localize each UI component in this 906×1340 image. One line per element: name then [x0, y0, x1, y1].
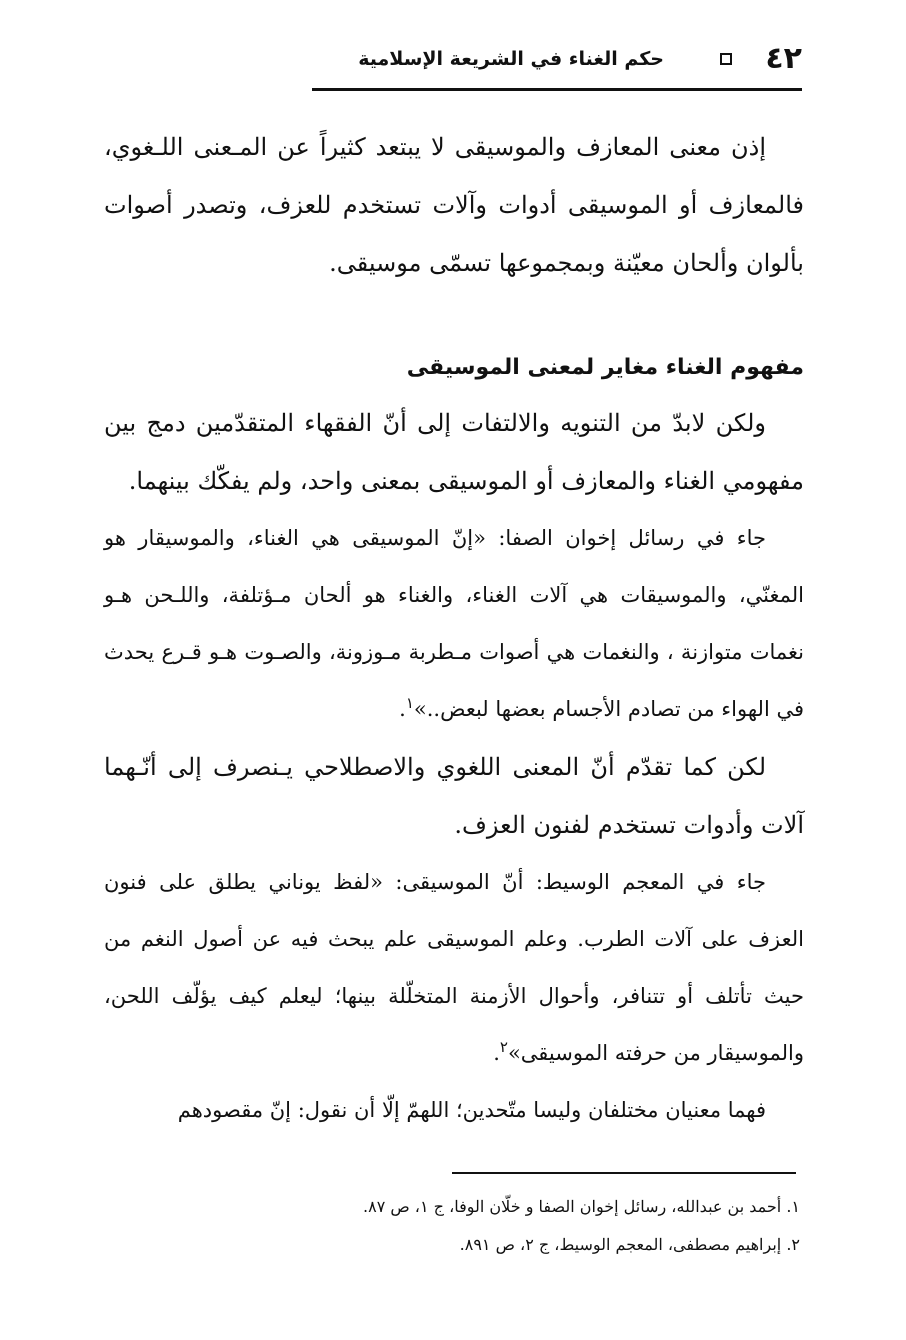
section-spacer — [104, 292, 804, 348]
paragraph-text: جاء في رسائل إخوان الصفا: «إنّ الموسيقى هي الغناء، والموسيقار هو المغنّي، والموسيقات هي آلات الغناء، والغناء هو ألحان مـؤتلفة، واللـحن هـو نغمات متوازنة ، والنغمات هي أصوات مـطربة مـوزونة، والصـوت هـو قـرع يحدث في الهواء من تصادم الأجسام بعضها لبعض..» — [104, 526, 804, 721]
quote-paragraph: جاء في رسائل إخوان الصفا: «إنّ الموسيقى هي الغناء، والموسيقار هو المغنّي، والموسيقات هي آلات الغناء، والغناء هو ألحان مـؤتلفة، واللـحن هـو نغمات متوازنة ، والنغمات هي أصوات مـطربة مـوزونة، والصـوت هـو قـرع يحدث في الهواء من تصادم الأجسام بعضها لبعض..»$^١$. — [104, 526, 804, 721]
paragraph: فهما معنيان مختلفان وليسا متّحدين؛ اللهمّ إلّا أن نقول: إنّ مقصودهم — [177, 1098, 766, 1122]
footnote: ٢. إبراهيم مصطفى، المعجم الوسيط، ج ٢، ص ٨٩١. — [459, 1235, 800, 1254]
quote-paragraph: جاء في المعجم الوسيط: أنّ الموسيقى: «لفظ يوناني يطلق على فنون العزف على آلات الطرب. وعلم الموسيقى علم يبحث فيه عن أصول النغم من حيث تأتلف أو تتنافر، وأحوال الأزمنة المتخلّلة بينها؛ ليعلم كيف يؤلّف اللحن، والموسيقار من حرفته الموسيقى»$^٢$. — [104, 870, 804, 1065]
paragraph-text: جاء في المعجم الوسيط: أنّ الموسيقى: «لفظ يوناني يطلق على فنون العزف على آلات الطرب. وعلم الموسيقى علم يبحث فيه عن أصول النغم من حيث تأتلف أو تتنافر، وأحوال الأزمنة المتخلّلة بينها؛ ليعلم كيف يؤلّف اللحن، والموسيقار من حرفته الموسيقى» — [104, 870, 804, 1065]
footnote-divider — [452, 1172, 796, 1174]
main-text — [104, 118, 804, 1139]
running-header — [312, 40, 802, 84]
header-divider — [312, 88, 802, 91]
paragraph: إذن معنى المعازف والموسيقى لا يبتعد كثيراً عن المـعنى اللـغوي، فالمعازف أو الموسيقى أدوات وآلات تستخدم للعزف، وتصدر أصوات بألوان وألحان معيّنة وبمجموعها تسمّى موسيقى. — [104, 133, 804, 277]
paragraph: لكن كما تقدّم أنّ المعنى اللغوي والاصطلاحي يـنصرف إلى أنّـهما آلات وأدوات تستخدم لفنون العزف. — [104, 753, 804, 839]
footnote: ١. أحمد بن عبدالله، رسائل إخوان الصفا و خلّان الوفا، ج ١، ص ٨٧. — [363, 1197, 800, 1216]
footnote-reference: ٢ — [499, 1038, 508, 1056]
section-heading: مفهوم الغناء مغاير لمعنى الموسيقى — [406, 355, 804, 380]
square-ornament-icon — [720, 53, 732, 65]
footnotes — [260, 1193, 800, 1269]
running-title: حكم الغناء في الشريعة الإسلامية — [358, 48, 664, 70]
paragraph: ولكن لابدّ من التنويه والالتفات إلى أنّ الفقهاء المتقدّمين دمج بين مفهومي الغناء والمعازف أو الموسيقى بمعنى واحد، ولم يفكّك بينهما. — [104, 409, 804, 495]
page-number: ٤٢ — [765, 41, 802, 76]
footnote-reference: ١ — [405, 694, 414, 712]
